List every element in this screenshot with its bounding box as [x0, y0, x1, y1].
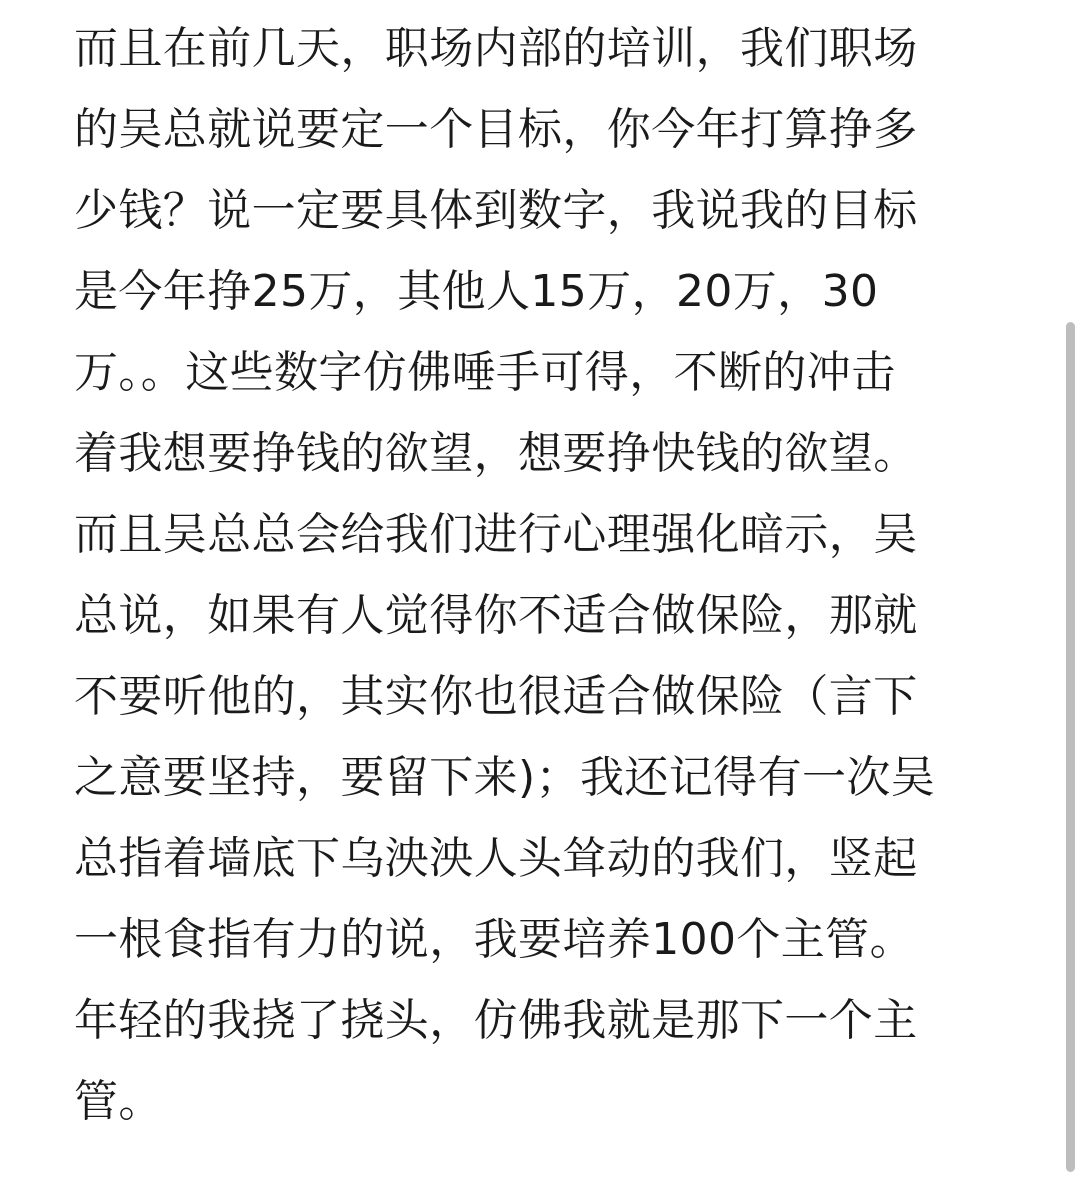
article-line: 年轻的我挠了挠头，仿佛我就是那下一个主 [74, 995, 918, 1046]
vertical-scrollbar[interactable] [1060, 0, 1080, 1185]
article-line: 而且在前几天，职场内部的培训，我们职场 [74, 23, 918, 74]
article-line: 不要听他的，其实你也很适合做保险（言下 [74, 671, 918, 722]
article-line: 而且吴总总会给我们进行心理强化暗示，吴 [74, 509, 918, 560]
article-line: 之意要坚持，要留下来)；我还记得有一次吴 [74, 752, 936, 803]
article-line: 总说，如果有人觉得你不适合做保险，那就 [74, 590, 918, 641]
article-line: 少钱？说一定要具体到数字，我说我的目标 [74, 185, 918, 236]
article-line: 万。。这些数字仿佛唾手可得，不断的冲击 [74, 347, 896, 398]
article-line: 是今年挣25万，其他人15万，20万，30 [74, 266, 879, 317]
article-line: 管。 [74, 1076, 163, 1127]
scrollbar-thumb[interactable] [1066, 322, 1075, 1172]
article-body [74, 8, 1034, 1142]
article-line: 总指着墙底下乌泱泱人头耸动的我们，竖起 [74, 833, 918, 884]
article-line: 着我想要挣钱的欲望，想要挣快钱的欲望。 [74, 428, 918, 479]
article-line: 一根食指有力的说，我要培养100个主管。 [74, 914, 914, 965]
article-line: 的吴总就说要定一个目标，你今年打算挣多 [74, 104, 918, 155]
